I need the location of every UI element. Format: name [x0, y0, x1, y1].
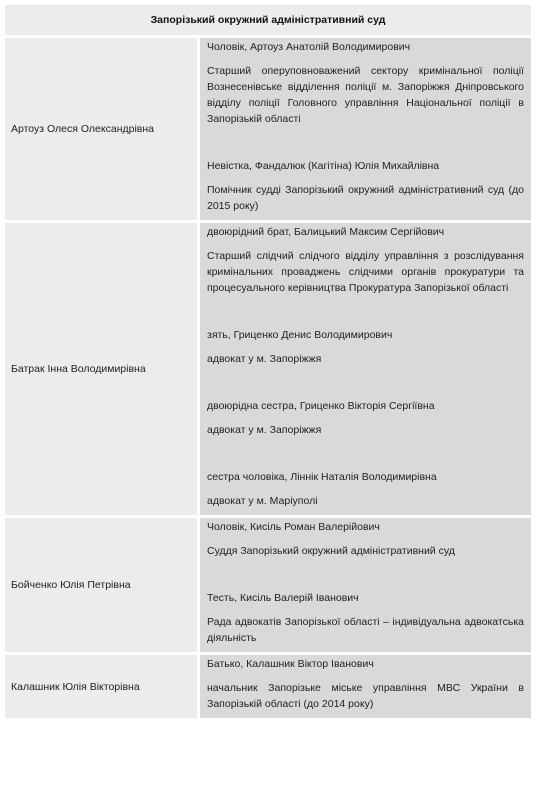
- relative-name: двоюрідна сестра, Гриценко Вікторія Сергіївна: [207, 400, 435, 412]
- relative-name: зять, Гриценко Денис Володимирович: [207, 329, 393, 341]
- relative-entry: [207, 520, 524, 559]
- relative-name: Чоловік, Артоуз Анатолій Володимирович: [207, 41, 411, 53]
- court-title: Запорізький окружний адміністративний суд: [5, 5, 531, 35]
- relative-name: Невістка, Фандалюк (Кагітіна) Юлія Михайлівна: [207, 160, 440, 172]
- judge-name: Артоуз Олеся Олександрівна: [5, 38, 197, 220]
- table-row: [5, 655, 531, 718]
- relative-entry: [207, 470, 524, 509]
- relative-entry: [207, 399, 524, 438]
- relatives-cell: [200, 38, 531, 220]
- relative-position: Помічник судді Запорізький окружний адміністративний суд (до 2015 року): [207, 184, 524, 212]
- relative-position: Старший слідчий слідчого відділу управління з розслідування кримінальних проваджень слідчими органів прокуратури та процесуального керівництва Прокуратура Запорізької області: [207, 250, 524, 294]
- relative-position: адвокат у м. Запоріжжя: [207, 353, 322, 365]
- relative-position: Рада адвокатів Запорізької області – індивідуальна адвокатська діяльність: [207, 616, 524, 644]
- header-row: [5, 5, 531, 35]
- judge-name: Бойченко Юлія Петрівна: [5, 518, 197, 652]
- relative-entry: [207, 328, 524, 367]
- relative-name: двоюрідний брат, Балицький Максим Сергійович: [207, 226, 445, 238]
- relative-entry: [207, 657, 524, 712]
- relative-entry: [207, 159, 524, 214]
- judge-name: Батрак Інна Володимирівна: [5, 223, 197, 515]
- relative-position: адвокат у м. Маріуполі: [207, 495, 318, 507]
- court-relatives-table: [2, 2, 534, 721]
- relative-name: Тесть, Кисіль Валерій Іванович: [207, 592, 359, 604]
- relative-position: адвокат у м. Запоріжжя: [207, 424, 322, 436]
- relative-position: Старший оперуповноважений сектору кримінальної поліції Вознесенівське відділення поліції м. Запоріжжя Дніпровського відділу поліції Головного управління Національної поліції в Запорізькій області: [207, 65, 524, 125]
- relative-name: Чоловік, Кисіль Роман Валерійович: [207, 521, 380, 533]
- relatives-cell: [200, 655, 531, 718]
- judge-name: Калашник Юлія Вікторівна: [5, 655, 197, 718]
- relative-entry: [207, 591, 524, 646]
- table-row: [5, 38, 531, 220]
- table-row: [5, 223, 531, 515]
- relative-name: Батько, Калашник Віктор Іванович: [207, 658, 374, 670]
- relative-entry: [207, 225, 524, 296]
- relatives-cell: [200, 518, 531, 652]
- relative-entry: [207, 40, 524, 127]
- relatives-cell: [200, 223, 531, 515]
- relative-position: Суддя Запорізький окружний адміністративний суд: [207, 545, 455, 557]
- relative-name: сестра чоловіка, Ліннік Наталія Володимирівна: [207, 471, 437, 483]
- table-row: [5, 518, 531, 652]
- relative-position: начальник Запорізьке міське управління МВС України в Запорізькій області (до 2014 року): [207, 682, 524, 710]
